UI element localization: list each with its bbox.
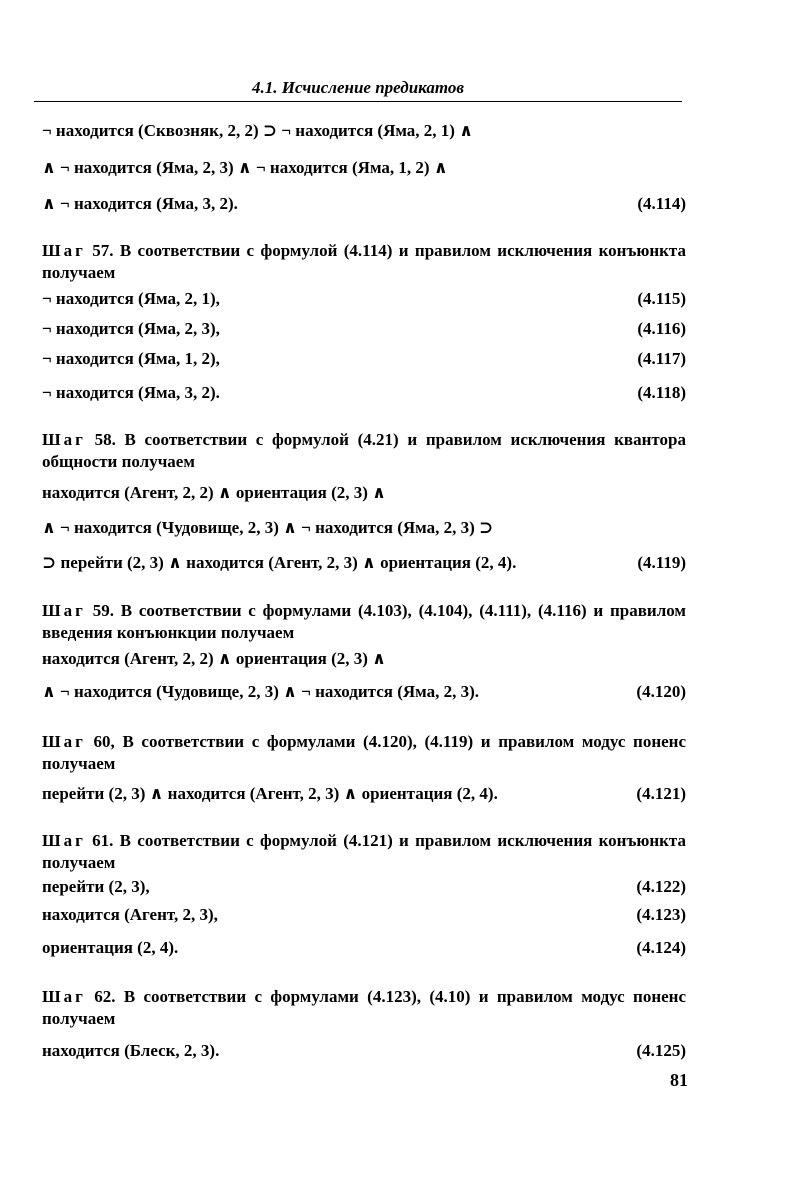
formula-line [42, 120, 686, 142]
step-paragraph [42, 600, 686, 644]
formula-line [42, 193, 686, 215]
step-text: 58. В соответствии с формулой (4.21) и правилом исключения квантора общности получаем [42, 430, 686, 471]
formula-text: ∧ ¬ находится (Яма, 2, 3) ∧ ¬ находится (Яма, 1, 2) ∧ [42, 158, 448, 177]
formula-text: находится (Агент, 2, 2) ∧ ориентация (2, 3) ∧ [42, 483, 386, 502]
equation-number: (4.116) [637, 319, 686, 338]
formula-text: перейти (2, 3), [42, 877, 150, 896]
formula-line [42, 517, 686, 539]
formula-text: ⊃ перейти (2, 3) ∧ находится (Агент, 2, 3) ∧ ориентация (2, 4). [42, 553, 517, 572]
formula-line [42, 318, 686, 340]
running-header: 4.1. Исчисление предикатов [252, 78, 464, 97]
equation-number: (4.119) [637, 553, 686, 572]
formula-text: находится (Агент, 2, 2) ∧ ориентация (2, 3) ∧ [42, 649, 386, 668]
formula-line [42, 288, 686, 310]
formula-line [42, 1040, 686, 1062]
formula-line [42, 552, 686, 574]
formula-line [42, 157, 686, 179]
formula-line [42, 904, 686, 926]
step-label: Шаг [42, 430, 86, 449]
formula-line [42, 876, 686, 898]
equation-number: (4.118) [637, 383, 686, 402]
step-paragraph [42, 830, 686, 874]
equation-number: (4.115) [637, 289, 686, 308]
formula-text: ¬ находится (Сквозняк, 2, 2) ⊃ ¬ находится (Яма, 2, 1) ∧ [42, 121, 474, 140]
header-rule [34, 101, 682, 102]
formula-line [42, 681, 686, 703]
equation-number: (4.123) [636, 905, 686, 924]
step-text: 61. В соответствии с формулой (4.121) и правилом исключения конъюнкта получаем [42, 831, 686, 872]
formula-line [42, 783, 686, 805]
formula-line [42, 648, 686, 670]
step-text: 57. В соответствии с формулой (4.114) и правилом исключения конъюнкта получаем [42, 241, 686, 282]
formula-line [42, 482, 686, 504]
step-paragraph [42, 429, 686, 473]
step-paragraph [42, 240, 686, 284]
formula-text: ориентация (2, 4). [42, 938, 179, 957]
formula-line [42, 382, 686, 404]
step-paragraph [42, 986, 686, 1030]
equation-number: (4.124) [636, 938, 686, 957]
step-paragraph [42, 731, 686, 775]
formula-text: ¬ находится (Яма, 3, 2). [42, 383, 220, 402]
equation-number: (4.117) [637, 349, 686, 368]
step-label: Шаг [42, 241, 86, 260]
formula-text: ∧ ¬ находится (Яма, 3, 2). [42, 194, 238, 213]
formula-text: ¬ находится (Яма, 1, 2), [42, 349, 220, 368]
formula-text: ∧ ¬ находится (Чудовище, 2, 3) ∧ ¬ находится (Яма, 2, 3) ⊃ [42, 518, 494, 537]
formula-line [42, 937, 686, 959]
step-label: Шаг [42, 601, 86, 620]
equation-number: (4.114) [637, 194, 686, 213]
step-text: 60, В соответствии с формулами (4.120), (4.119) и правилом модус поненс получаем [42, 732, 686, 773]
equation-number: (4.122) [636, 877, 686, 896]
equation-number: (4.121) [636, 784, 686, 803]
step-label: Шаг [42, 831, 86, 850]
formula-text: находится (Агент, 2, 3), [42, 905, 218, 924]
equation-number: (4.120) [636, 682, 686, 701]
formula-text: ¬ находится (Яма, 2, 1), [42, 289, 220, 308]
step-label: Шаг [42, 732, 86, 751]
formula-text: перейти (2, 3) ∧ находится (Агент, 2, 3) ∧ ориентация (2, 4). [42, 784, 498, 803]
step-text: 62. В соответствии с формулами (4.123), (4.10) и правилом модус поненс получаем [42, 987, 687, 1028]
equation-number: (4.125) [636, 1041, 686, 1060]
formula-text: ¬ находится (Яма, 2, 3), [42, 319, 220, 338]
step-text: 59. В соответствии с формулами (4.103), (4.104), (4.111), (4.116) и правилом введения конъюнкции получаем [42, 601, 687, 642]
formula-text: ∧ ¬ находится (Чудовище, 2, 3) ∧ ¬ находится (Яма, 2, 3). [42, 682, 480, 701]
page-number: 81 [670, 1070, 688, 1090]
formula-line [42, 348, 686, 370]
step-label: Шаг [42, 987, 86, 1006]
formula-text: находится (Блеск, 2, 3). [42, 1041, 220, 1060]
